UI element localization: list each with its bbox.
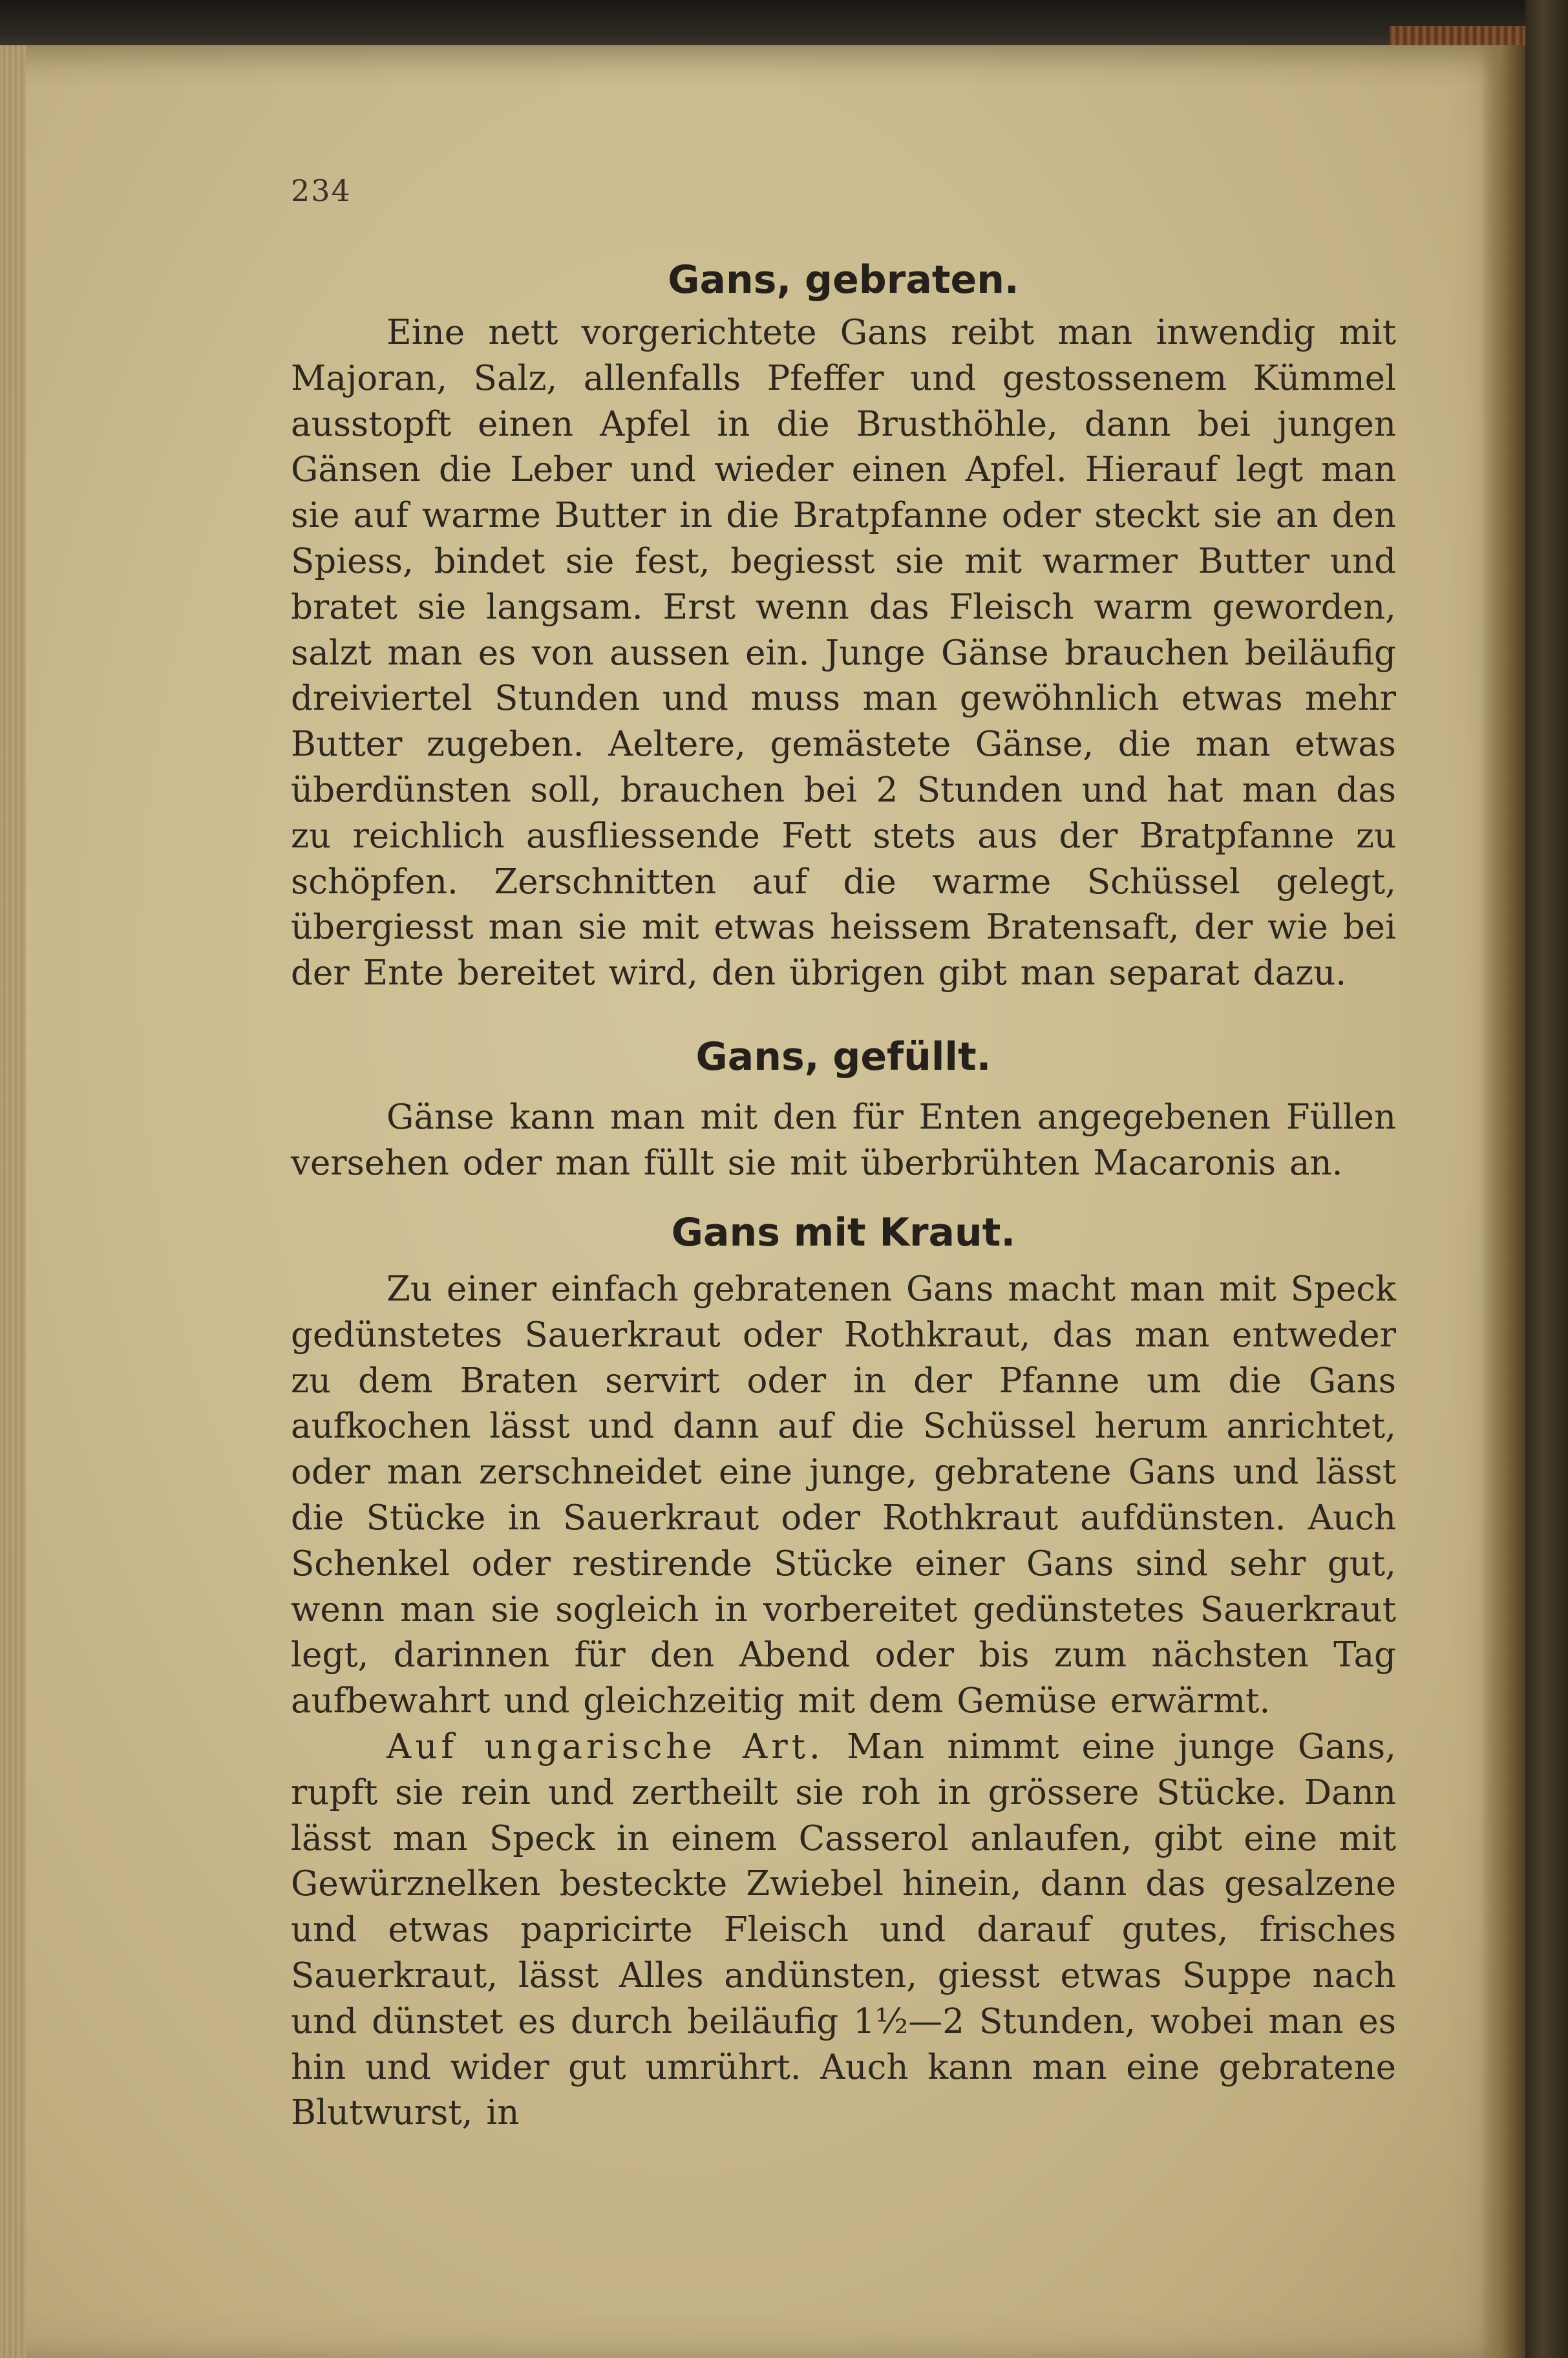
section-title-gans-gefuellt: Gans, gefüllt. (695, 1034, 991, 1079)
paragraph-gans-gebraten: Eine nett vorgerichtete Gans reibt man inwendig mit Majoran, Salz, allenfalls Pfeffer und gestossenem Kümmel ausstopft einen Apfel in die Brusthöhle, dann bei jungen Gänsen die Leber und wieder einen Apfel. Hierauf legt man sie auf warme Butter in die Bratpfanne oder steckt sie an den Spiess, bindet sie fest, begiesst sie mit warmer Butter und bratet sie langsam. Erst wenn das Fleisch warm geworden, salzt man es von aussen ein. Junge Gänse brauchen beiläufig dreiviertel Stunden und muss man gewöhnlich etwas mehr Butter zugeben. Aeltere, gemästete Gänse, die man etwas überdünsten soll, brauchen bei 2 Stunden und hat man das zu reichlich ausfliessende Fett stets aus der Bratpfanne zu schöpfen. Zerschnitten auf die warme Schüssel gelegt, übergiesst man sie mit etwas heissem Bratensaft, der wie bei der Ente bereitet wird, den übrigen gibt man separat dazu. (291, 313, 1396, 993)
paragraph-gans-gefuellt: Gänse kann man mit den für Enten angegebenen Füllen versehen oder man füllt sie mit überbrühten Macaronis an. (291, 1098, 1396, 1183)
book-binding (1525, 0, 1568, 2358)
variant-text: Man nimmt eine junge Gans, rupft sie rein und zertheilt sie roh in grössere Stücke. Dann lässt man Speck in einem Casserol anlaufen, gibt eine mit Gewürznelken besteckte Zwiebel hinein, dann das gesalzene und etwas papricirte Fleisch und darauf gutes, frisches Sauerkraut, lässt Alles andünsten, giesst etwas Suppe nach und dünstet es durch beiläufig 1½—2 Stunden, wobei man es hin und wider gut umrührt. Auch kann man eine gebratene Blutwurst, in (291, 1727, 1396, 2133)
page-edge-stack (0, 45, 26, 2358)
paragraph-gans-mit-kraut: Zu einer einfach gebratenen Gans macht man mit Speck gedünstetes Sauerkraut oder Rothkraut, das man entweder zu dem Braten servirt oder in der Pfanne um die Gans aufkochen lässt und dann auf die Schüssel herum anrichtet, oder man zerschneidet eine junge, gebratene Gans und lässt die Stücke in Sauerkraut oder Rothkraut aufdünsten. Auch Schenkel oder restirende Stücke einer Gans sind sehr gut, wenn man sie sogleich in vorbereitet gedünstetes Sauerkraut legt, darinnen für den Abend oder bis zum nächsten Tag aufbewahrt und gleichzeitig mit dem Gemüse erwärmt. (291, 1269, 1396, 1721)
page-number: 234 (291, 173, 352, 208)
page-gutter (1480, 45, 1532, 2358)
variant-lead: Auf ungarische Art. (387, 1727, 824, 1767)
paragraph-ungarische-art (291, 1725, 1396, 2136)
section-title-gans-gebraten: Gans, gebraten. (668, 257, 1019, 303)
section-title-gans-mit-kraut: Gans mit Kraut. (671, 1210, 1016, 1255)
